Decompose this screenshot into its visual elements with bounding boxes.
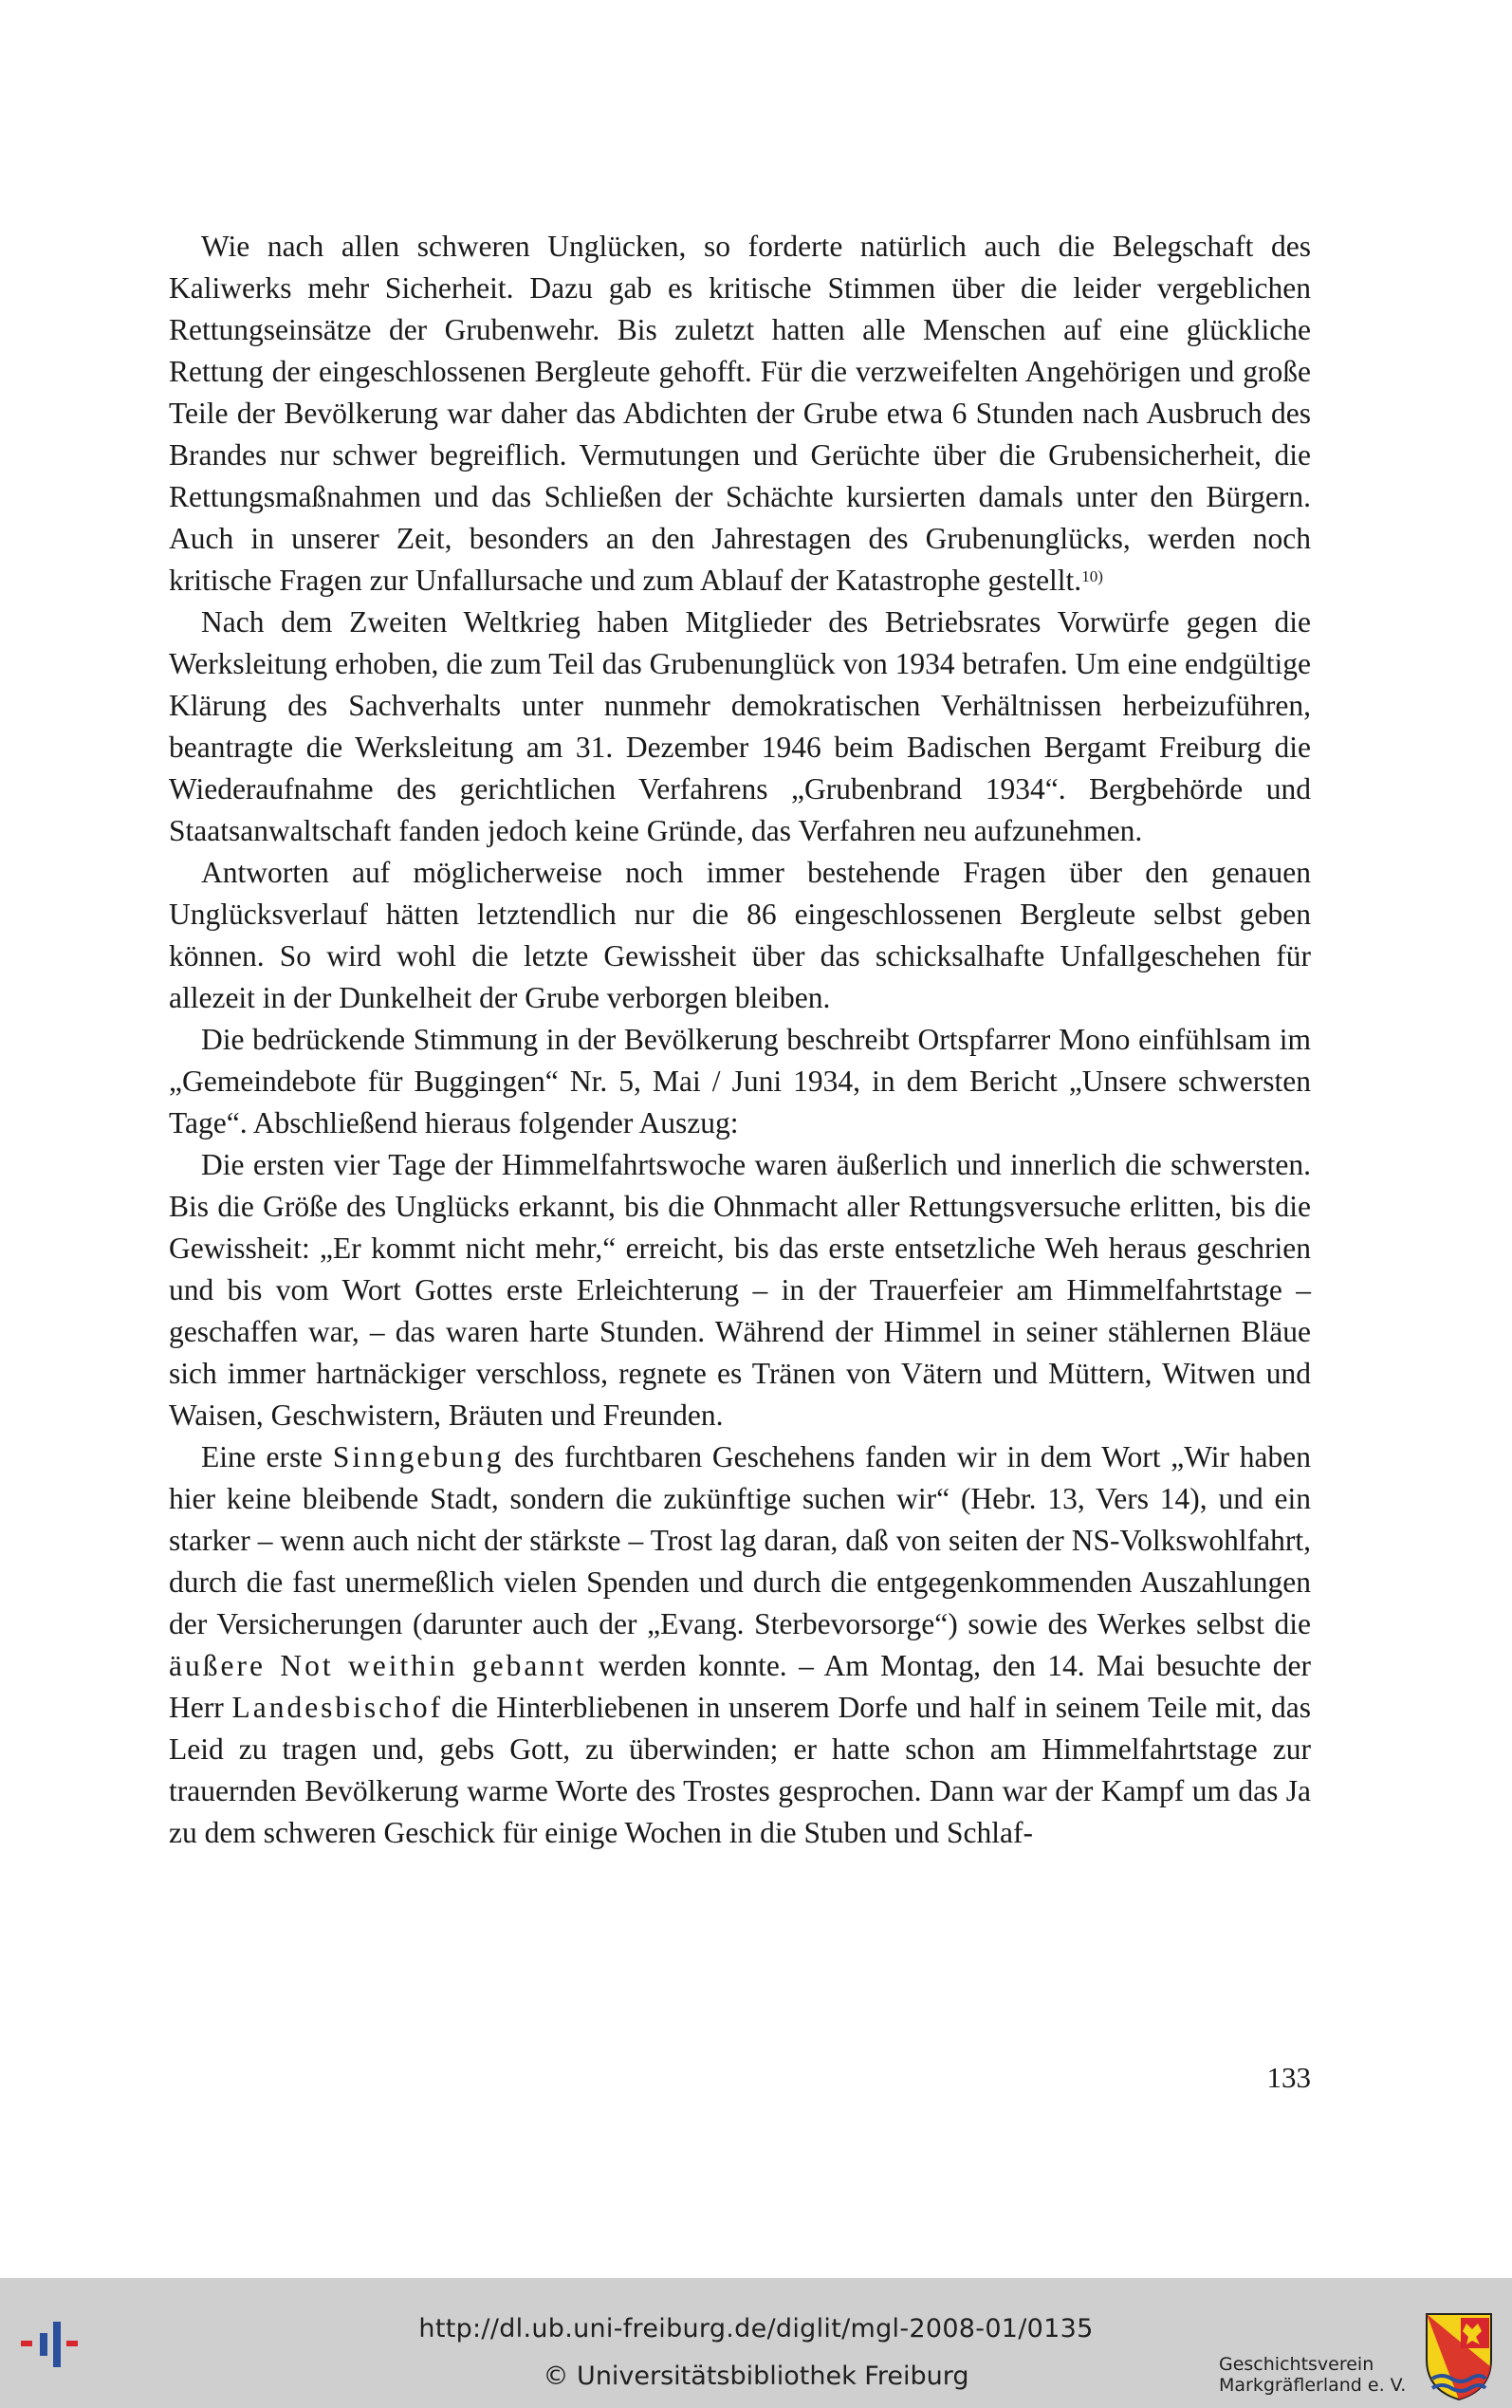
- footer-copyright: © Universitätsbibliothek Freiburg: [543, 2362, 969, 2391]
- coat-of-arms-icon: [1423, 2310, 1495, 2401]
- page-number: 133: [1266, 2061, 1311, 2094]
- org-line-1: Geschichtsverein: [1219, 2354, 1374, 2375]
- quote-text-1: Eine erste: [201, 1440, 333, 1473]
- spaced-emphasis-2: äußere Not weithin gebannt: [169, 1649, 587, 1682]
- quote-text-3: werden konnte. – Am Montag, den 14. Mai besuchte der Herr: [169, 1649, 1311, 1724]
- paragraph-4: Die bedrückende Stimmung in der Bevölkerung beschreibt Ortspfarrer Mono einfühlsam im „Gemeindebote für Buggingen“ Nr. 5, Mai / Juni 1934, in dem Bericht „Unsere schwersten Tage“. Abschließend hieraus folgender Auszug:: [169, 1023, 1311, 1139]
- paragraph-1-text: Wie nach allen schweren Unglücken, so forderte natürlich auch die Belegschaft des Kaliwerks mehr Sicherheit. Dazu gab es kritische Stimmen über die leider vergeblichen Rettungseinsätze der Grubenwehr. Bis zuletzt hatten alle Menschen auf eine glückliche Rettung der eingeschlossenen Bergleute gehofft. Für die verzweifelten Angehörigen und große Teile der Bevölkerung war daher das Abdichten der Grube etwa 6 Stunden nach Ausbruch des Brandes nur schwer begreiflich. Vermutungen und Gerüchte über die Grubensicherheit, die Rettungsmaßnahmen und das Schließen der Schächte kursierten damals unter den Bürgern. Auch in unserer Zeit, besonders an den Jahrestagen des Grubenunglücks, werden noch kritische Fragen zur Unfallursache und zum Ablauf der Katastrophe gestellt.: [169, 230, 1311, 597]
- footer-url-link[interactable]: http://dl.ub.uni-freiburg.de/diglit/mgl-2008-01/0135: [418, 2314, 1094, 2343]
- spaced-emphasis-1: Sinngebung: [332, 1440, 505, 1473]
- paragraph-2: Nach dem Zweiten Weltkrieg haben Mitglieder des Betriebsrates Vorwürfe gegen die Werksleitung erhoben, die zum Teil das Grubenunglück von 1934 betrafen. Um eine endgültige Klärung des Sachverhalts unter nunmehr demokratischen Verhältnissen herbeizuführen, beantragte die Werksleitung am 31. Dezember 1946 beim Badischen Bergamt Freiburg die Wiederaufnahme des gerichtlichen Verfahrens „Grubenbrand 1934“. Bergbehörde und Staatsanwaltschaft fanden jedoch keine Gründe, das Verfahren neu aufzunehmen.: [169, 605, 1311, 847]
- org-line-2: Markgräflerland e. V.: [1219, 2375, 1407, 2396]
- quote-text-2: des furchtbaren Geschehens fanden wir in dem Wort „Wir haben hier keine bleibende Stadt, sondern die zukünftige suchen wir“ (Hebr. 13, Vers 14), und ein starker – wenn auch nicht der stärkste – Trost lag daran, daß von seiten der NS-Volkswohlfahrt, durch die fast unermeßlich vielen Spenden und durch die entgegenkommenden Auszahlungen der Versicherungen (darunter auch der „Evang. Sterbevorsorge“) sowie des Werkes selbst die: [169, 1440, 1311, 1640]
- footer-bar: [0, 2278, 1512, 2408]
- quote-paragraph-1: Die ersten vier Tage der Himmelfahrtswoche waren äußerlich und innerlich die schwersten. Bis die Größe des Unglücks erkannt, bis die Ohnmacht aller Rettungsversuche erlitten, bis die Gewissheit: „Er kommt nicht mehr,“ erreicht, bis das erste entsetzliche Weh heraus geschrien und bis vom Wort Gottes erste Erleichterung – in der Trauerfeier am Himmelfahrtstage – geschaffen war, – das waren harte Stunden. Während der Himmel in seiner stählernen Bläue sich immer hartnäckiger verschloss, regnete es Tränen von Vätern und Müttern, Witwen und Waisen, Geschwistern, Bräuten und Freunden.: [169, 1148, 1311, 1432]
- footer-organization: [1219, 2354, 1409, 2396]
- paragraph-3: Antworten auf möglicherweise noch immer bestehende Fragen über den genauen Unglücksverlauf hätten letztendlich nur die 86 eingeschlossenen Bergleute selbst geben können. So wird wohl die letzte Gewissheit über das schicksalhafte Unfallgeschehen für allezeit in der Dunkelheit der Grube verborgen bleiben.: [169, 856, 1311, 1014]
- footnote-reference: 10): [1081, 567, 1103, 585]
- paragraph-1: [169, 226, 1311, 602]
- body-text: [169, 226, 1311, 1854]
- spaced-emphasis-3: Landesbischof: [231, 1691, 444, 1724]
- quote-text-4: die Hinterbliebenen in unserem Dorfe und half in seinem Teile mit, das Leid zu tragen und, gebs Gott, zu überwinden; er hatte schon am Himmelfahrtstage zur trauernden Bevölkerung warme Worte des Trostes gesprochen. Dann war der Kampf um das Ja zu dem schweren Geschick für einige Wochen in die Stuben und Schlaf-: [169, 1691, 1311, 1849]
- quote-paragraph-2: [169, 1436, 1311, 1854]
